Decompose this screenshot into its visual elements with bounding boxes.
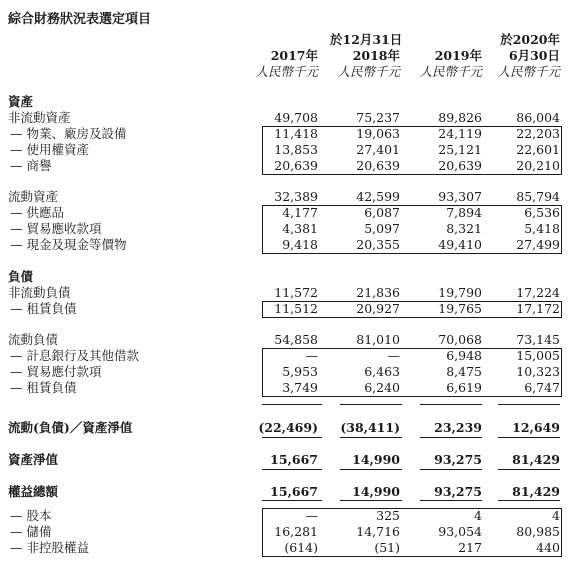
row-label: 資產淨值 — [8, 452, 59, 467]
row-value: 93,275 — [434, 484, 482, 499]
group-box-bottom — [262, 396, 562, 397]
row-value: 15,667 — [270, 484, 318, 499]
row-value: 7,894 — [446, 205, 482, 220]
row-value: 22,601 — [516, 142, 560, 157]
group-box-top — [262, 348, 562, 349]
table-row — [0, 484, 576, 500]
row-value: 70,068 — [438, 332, 482, 347]
row-value: 22,203 — [516, 126, 560, 141]
row-label: — 貿易應付款項 — [10, 364, 102, 379]
header-unit-2018: 人民幣千元 — [337, 64, 400, 79]
row-value: 54,858 — [274, 332, 318, 347]
row-value: 17,172 — [516, 301, 560, 316]
table-row — [0, 189, 576, 205]
row-value: 81,429 — [512, 484, 560, 499]
header-year-2019: 2019年 — [434, 48, 482, 63]
row-value: 42,599 — [356, 189, 400, 204]
row-value: 5,418 — [524, 221, 560, 236]
row-value: 5,097 — [364, 221, 400, 236]
row-value: 49,708 — [274, 110, 318, 125]
row-value: 11,512 — [274, 301, 318, 316]
row-value: 8,475 — [446, 364, 482, 379]
row-value: 4 — [552, 508, 560, 523]
row-value: 8,321 — [446, 221, 482, 236]
row-value: (38,411) — [340, 420, 400, 435]
row-value: 23,239 — [434, 420, 482, 435]
row-value: 80,985 — [516, 524, 560, 539]
row-value: 15,005 — [516, 348, 560, 363]
rule-line — [262, 437, 322, 438]
group-box-bottom — [262, 253, 562, 254]
row-value: 6,240 — [364, 380, 400, 395]
row-value: 19,765 — [438, 301, 482, 316]
rule-line — [498, 404, 560, 405]
row-label: 負債 — [8, 269, 34, 284]
row-value: 32,389 — [274, 189, 318, 204]
group-box-top — [262, 205, 562, 206]
row-value: 20,639 — [438, 158, 482, 173]
row-value: — — [387, 348, 400, 363]
row-value: 19,063 — [356, 126, 400, 141]
row-value: 27,499 — [516, 237, 560, 252]
table-row — [0, 285, 576, 301]
row-value: 89,826 — [438, 110, 482, 125]
row-value: 9,418 — [282, 237, 318, 252]
row-value: 19,790 — [438, 285, 482, 300]
row-value: 10,323 — [516, 364, 560, 379]
row-label: 資產 — [8, 94, 34, 109]
row-value: 25,121 — [438, 142, 482, 157]
row-value: (614) — [284, 540, 318, 555]
header-year-2017: 2017年 — [270, 48, 318, 63]
row-value: 6,619 — [446, 380, 482, 395]
row-value: 17,224 — [516, 285, 560, 300]
group-box-bottom — [262, 317, 562, 318]
table-row — [0, 94, 576, 110]
table-row — [0, 269, 576, 285]
row-value: 11,418 — [274, 126, 318, 141]
row-label: — 租賃負債 — [10, 301, 77, 316]
row-value: 4,381 — [282, 221, 318, 236]
row-value: 20,210 — [516, 158, 560, 173]
row-value: 85,794 — [516, 189, 560, 204]
row-value: 75,237 — [356, 110, 400, 125]
row-label: 非流動負債 — [8, 285, 71, 300]
row-value: 11,572 — [274, 285, 318, 300]
rule-line — [498, 437, 560, 438]
row-value: (51) — [374, 540, 400, 555]
row-value: 325 — [376, 508, 400, 523]
row-label: 流動負債 — [8, 332, 59, 347]
row-value: 6,087 — [364, 205, 400, 220]
row-label: — 非控股權益 — [10, 540, 89, 555]
row-value: 6,948 — [446, 348, 482, 363]
row-label: — 使用權資產 — [10, 142, 89, 157]
row-label: — 租賃負債 — [10, 380, 77, 395]
rule-line — [262, 404, 322, 405]
table-row — [0, 452, 576, 468]
row-value: 12,649 — [512, 420, 560, 435]
table-row — [0, 332, 576, 348]
row-value: 93,275 — [434, 452, 482, 467]
row-value: 3,749 — [282, 380, 318, 395]
rule-line — [420, 500, 482, 501]
row-label: — 供應品 — [10, 205, 64, 220]
row-value: 14,990 — [352, 484, 400, 499]
row-value: 86,004 — [516, 110, 560, 125]
header-unit-2017: 人民幣千元 — [255, 64, 318, 79]
header-unit-2019: 人民幣千元 — [419, 64, 482, 79]
row-value: 20,639 — [274, 158, 318, 173]
row-label: 流動資產 — [8, 189, 59, 204]
row-value: 4 — [474, 508, 482, 523]
row-value: 49,410 — [438, 237, 482, 252]
row-label: — 股本 — [10, 508, 52, 523]
row-value: 217 — [458, 540, 482, 555]
rule-line — [420, 437, 482, 438]
row-label: — 計息銀行及其他借款 — [10, 348, 139, 363]
row-value: 93,054 — [438, 524, 482, 539]
header-date-jun30: 6月30日 — [508, 48, 560, 63]
row-value: — — [305, 508, 318, 523]
row-value: 6,536 — [524, 205, 560, 220]
row-value: 21,836 — [356, 285, 400, 300]
row-label: — 儲備 — [10, 524, 52, 539]
row-label: — 商譽 — [10, 158, 52, 173]
row-value: 4,177 — [282, 205, 318, 220]
header-group-dec31: 於12月31日 — [330, 32, 403, 47]
row-value: (22,469) — [258, 420, 318, 435]
rule-line — [340, 469, 402, 470]
page-title: 綜合財務狀況表選定項目 — [8, 12, 152, 27]
header-group-jun30: 於2020年 — [500, 32, 560, 47]
rule-line — [340, 404, 402, 405]
row-label: — 現金及現金等價物 — [10, 237, 127, 252]
row-value: 27,401 — [356, 142, 400, 157]
row-label: 非流動資產 — [8, 110, 71, 125]
table-row — [0, 420, 576, 436]
table-row — [0, 110, 576, 126]
rule-line — [420, 404, 482, 405]
rule-line — [420, 469, 482, 470]
rule-line — [498, 469, 560, 470]
row-value: 15,667 — [270, 452, 318, 467]
row-value: 20,355 — [356, 237, 400, 252]
row-value: 14,990 — [352, 452, 400, 467]
group-box-top — [262, 301, 562, 302]
group-box — [262, 126, 562, 174]
group-box — [262, 301, 562, 317]
row-value: 5,953 — [282, 364, 318, 379]
row-value: 81,429 — [512, 452, 560, 467]
row-value: 20,927 — [356, 301, 400, 316]
row-value: — — [305, 348, 318, 363]
row-value: 6,747 — [524, 380, 560, 395]
row-label: — 貿易應收款項 — [10, 221, 102, 236]
row-value: 440 — [536, 540, 560, 555]
row-label: 權益總額 — [8, 484, 59, 499]
row-value: 14,716 — [356, 524, 400, 539]
row-value: 81,010 — [356, 332, 400, 347]
header-year-2018: 2018年 — [352, 48, 400, 63]
group-box-top — [262, 126, 562, 127]
rule-line — [340, 500, 402, 501]
row-label: — 物業、廠房及設備 — [10, 126, 127, 141]
group-box — [262, 348, 562, 396]
group-box-bottom — [262, 174, 562, 175]
row-value: 6,463 — [364, 364, 400, 379]
header-unit-2020: 人民幣千元 — [497, 64, 560, 79]
rule-line — [498, 500, 560, 501]
group-box-bottom — [262, 556, 562, 557]
rule-line — [262, 500, 322, 501]
rule-line — [340, 437, 402, 438]
group-box — [262, 205, 562, 253]
row-value: 24,119 — [438, 126, 482, 141]
group-box — [262, 508, 562, 556]
group-box-top — [262, 508, 562, 509]
row-label: 流動(負債)／資產淨值 — [8, 420, 133, 435]
row-value: 93,307 — [438, 189, 482, 204]
row-value: 16,281 — [274, 524, 318, 539]
row-value: 20,639 — [356, 158, 400, 173]
row-value: 73,145 — [516, 332, 560, 347]
rule-line — [262, 469, 322, 470]
row-value: 13,853 — [274, 142, 318, 157]
